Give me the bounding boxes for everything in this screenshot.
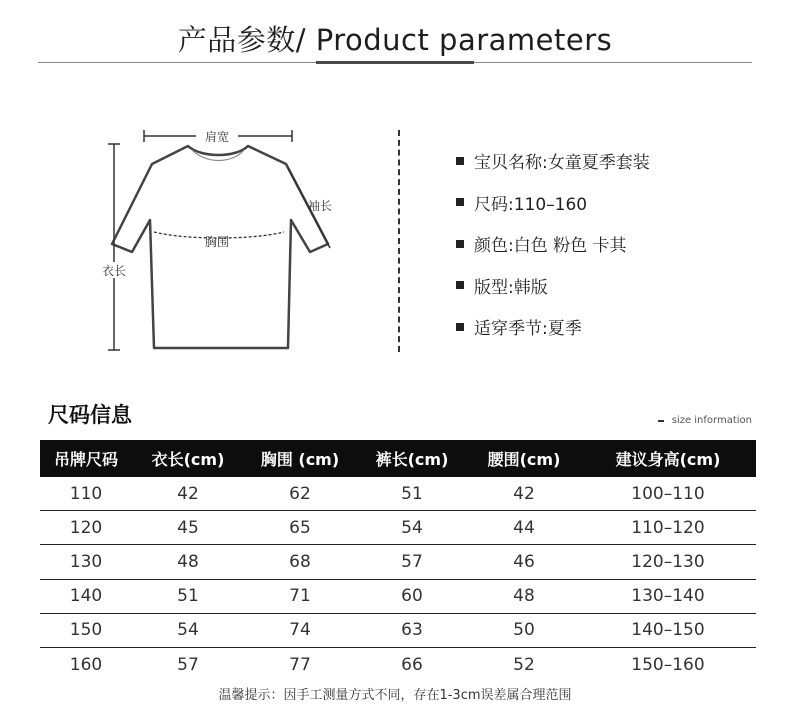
header-pants-length: 裤长(cm) [356,440,468,477]
table-cell: 50 [468,613,580,647]
table-cell: 62 [244,477,356,511]
table-cell: 160 [69,654,103,675]
spec-text: 尺码:110–160 [474,194,588,215]
size-table [40,440,756,681]
shoulder-width-label: 肩宽 [204,130,230,144]
table-cell: 46 [468,545,580,579]
table-row [40,477,756,511]
header-chest: 胸围 (cm) [244,440,356,477]
tshirt-measurement-diagram [96,124,346,364]
table-cell: 140–150 [580,613,756,647]
dash-icon [658,420,664,422]
table-row [40,511,756,545]
table-cell: 150–160 [631,654,705,675]
table-cell: 45 [132,511,244,545]
page-title: 产品参数/ Product parameters [177,23,613,57]
tshirt-outline-icon [96,124,346,364]
spec-item-color [456,223,650,265]
table-cell: 120 [40,511,132,545]
spec-item-season [456,306,650,348]
table-cell: 48 [468,579,580,613]
spec-text: 颜色:白色 粉色 卡其 [474,236,627,257]
table-cell: 68 [244,545,356,579]
spec-item-name [456,140,650,182]
product-spec-list [456,140,650,348]
table-cell: 140 [40,579,132,613]
chest-label: 胸围 [204,235,230,249]
spec-text: 宝贝名称:女童夏季套装 [474,153,650,174]
table-cell: 54 [356,511,468,545]
table-cell: 54 [132,613,244,647]
table-cell: 42 [468,477,580,511]
bullet-icon [456,240,464,248]
bullet-icon [456,198,464,206]
table-cell: 51 [132,579,244,613]
table-header-row [40,440,756,477]
bullet-icon [456,323,464,331]
table-row [40,647,756,681]
measurement-note: 温馨提示：因手工测量方式不同，存在1-3cm误差属合理范围 [218,688,572,703]
table-cell: 51 [356,477,468,511]
body-length-label: 衣长 [101,264,127,278]
table-cell: 44 [468,511,580,545]
spec-item-size [456,182,650,224]
spec-item-fit [456,265,650,307]
header-length: 衣长(cm) [132,440,244,477]
table-cell: 110 [40,477,132,511]
table-cell: 120–130 [580,545,756,579]
header-height: 建议身高(cm) [580,440,756,477]
table-cell: 74 [244,613,356,647]
table-row [40,613,756,647]
table-cell: 130–140 [580,579,756,613]
table-cell: 57 [356,545,468,579]
size-section-subtitle-text: size information [671,415,752,426]
size-section-subtitle [658,415,752,426]
size-section-title: 尺码信息 [48,403,132,427]
table-cell: 60 [356,579,468,613]
table-cell: 130 [40,545,132,579]
table-cell: 100–110 [580,477,756,511]
header-waist: 腰围(cm) [468,440,580,477]
table-cell: 150 [40,613,132,647]
spec-text: 适穿季节:夏季 [474,319,582,340]
table-cell: 110–120 [580,511,756,545]
table-cell: 63 [356,613,468,647]
spec-text: 版型:韩版 [474,277,548,298]
vertical-divider [398,130,400,352]
table-cell: 77 [289,654,311,675]
table-cell: 57 [177,654,199,675]
table-cell: 71 [244,579,356,613]
table-row [40,579,756,613]
table-cell: 42 [132,477,244,511]
table-cell: 48 [132,545,244,579]
title-divider-accent [316,61,474,64]
header-tag-size: 吊牌尺码 [40,440,132,477]
bullet-icon [456,157,464,165]
table-cell: 52 [513,654,535,675]
table-cell: 65 [244,511,356,545]
table-row [40,545,756,579]
table-cell: 66 [401,654,423,675]
sleeve-length-label: 袖长 [307,199,333,213]
bullet-icon [456,281,464,289]
